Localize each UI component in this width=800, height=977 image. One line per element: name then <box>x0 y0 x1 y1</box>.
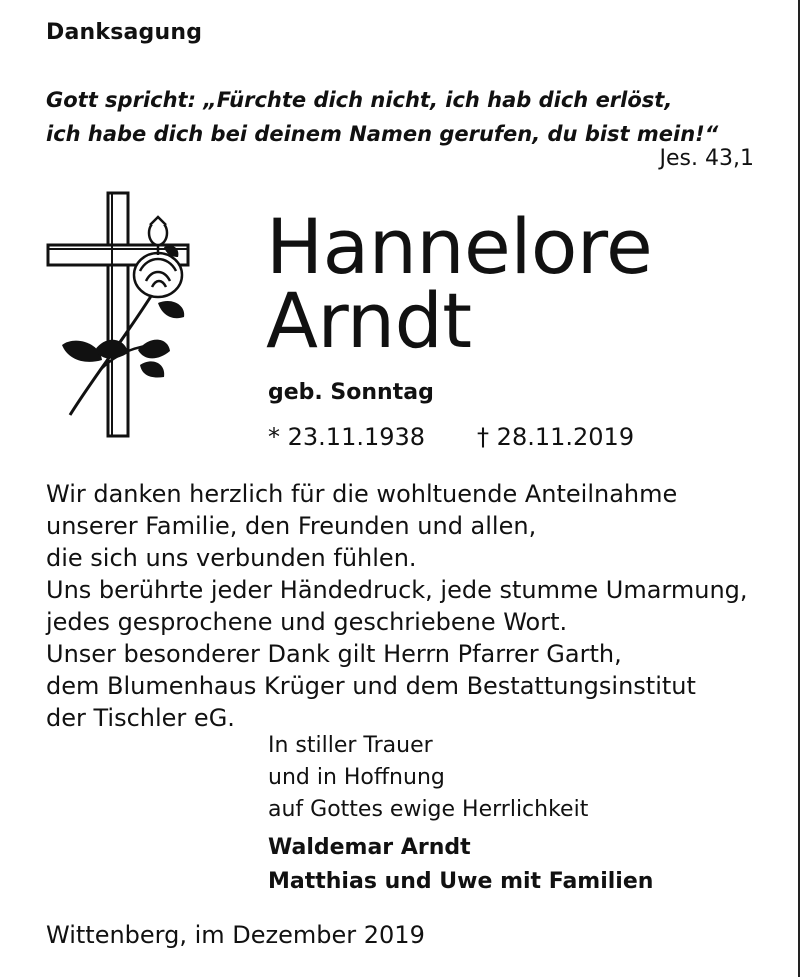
signers <box>268 831 653 899</box>
cross-with-rose-icon <box>40 185 200 440</box>
body-line: der Tischler eG. <box>46 704 235 732</box>
mourning-phrase <box>268 730 588 826</box>
place-and-date: Wittenberg, im Dezember 2019 <box>46 921 425 949</box>
body-line: Wir danken herzlich für die wohltuende Anteilnahme <box>46 480 678 508</box>
mourning-line: In stiller Trauer <box>268 733 433 758</box>
signer-name: Matthias und Uwe mit Familien <box>268 869 654 894</box>
verse-line: Gott spricht: „Fürchte dich nicht, ich hab dich erlöst, <box>46 88 673 112</box>
maiden-name: geb. Sonntag <box>268 380 434 405</box>
body-line: unserer Familie, den Freunden und allen, <box>46 512 537 540</box>
bible-verse <box>46 83 718 151</box>
verse-line: ich habe dich bei deinem Namen gerufen, du bist mein!“ <box>46 122 719 146</box>
first-name: Hannelore <box>266 202 653 291</box>
death-date: † 28.11.2019 <box>477 423 635 451</box>
verse-reference: Jes. 43,1 <box>659 146 754 171</box>
thank-you-text <box>46 478 748 734</box>
deceased-name <box>266 202 653 365</box>
body-line: dem Blumenhaus Krüger und dem Bestattungsinstitut <box>46 672 696 700</box>
mourning-line: und in Hoffnung <box>268 765 445 790</box>
notice-heading: Danksagung <box>46 20 203 45</box>
body-line: die sich uns verbunden fühlen. <box>46 544 417 572</box>
mourning-line: auf Gottes ewige Herrlichkeit <box>268 797 589 822</box>
birth-date: * 23.11.1938 <box>268 423 426 451</box>
body-line: Uns berührte jeder Händedruck, jede stumme Umarmung, <box>46 576 748 604</box>
last-name: Arndt <box>266 276 472 365</box>
body-line: jedes gesprochene und geschriebene Wort. <box>46 608 568 636</box>
signer-name: Waldemar Arndt <box>268 835 471 860</box>
life-dates <box>268 423 634 451</box>
body-line: Unser besonderer Dank gilt Herrn Pfarrer Garth, <box>46 640 622 668</box>
